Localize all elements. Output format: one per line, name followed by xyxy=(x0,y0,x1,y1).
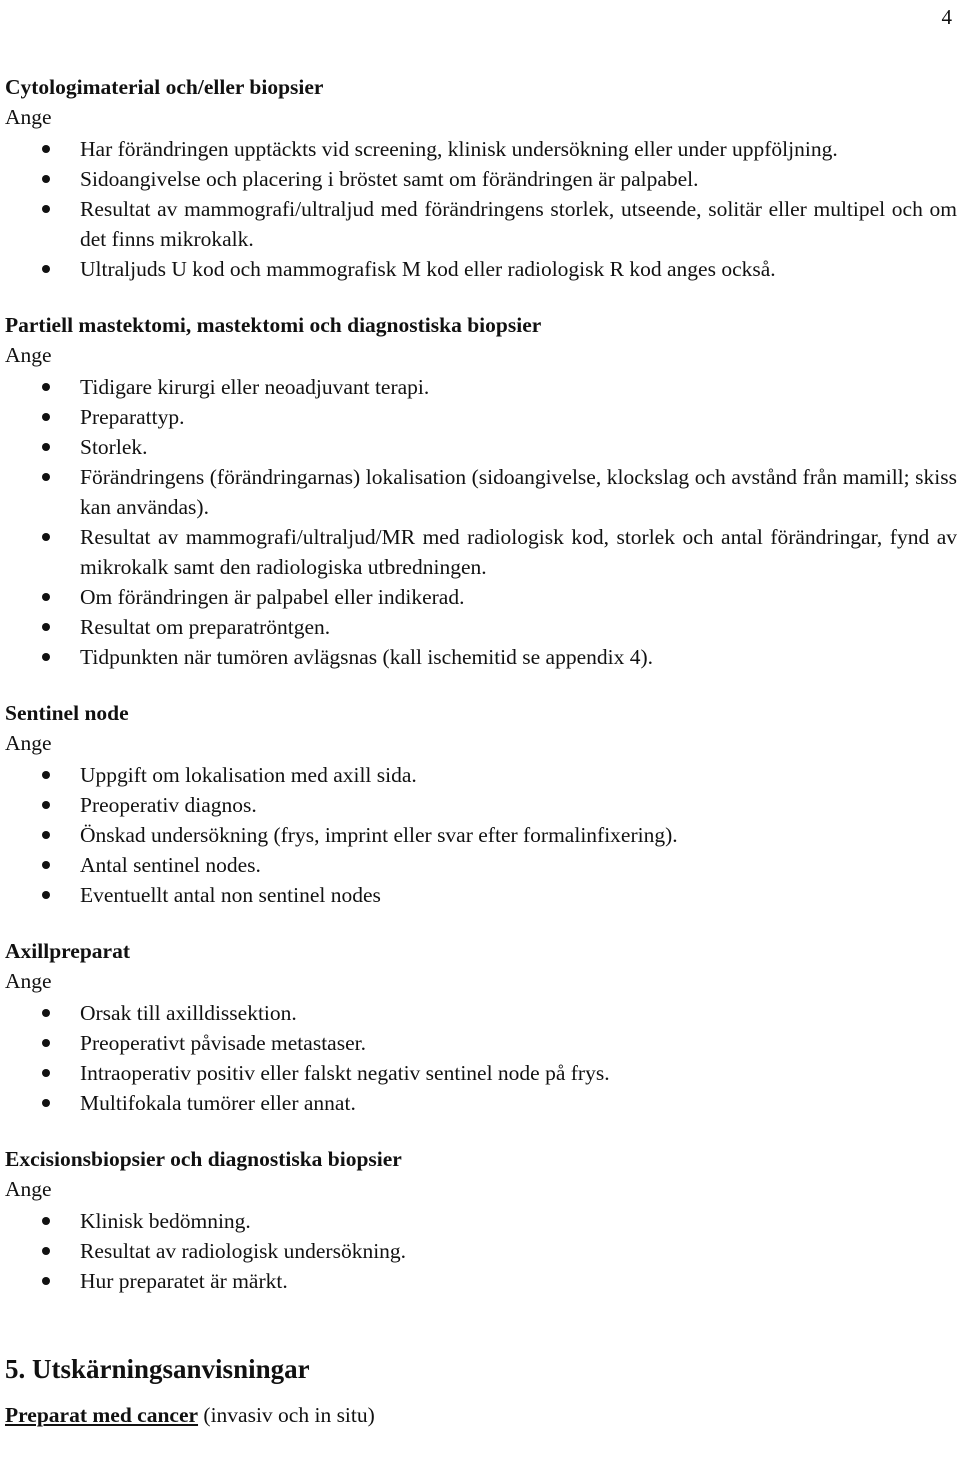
list-item: Sidoangivelse och placering i bröstet samt om förändringen är palpabel. xyxy=(5,164,957,194)
list-item: Hur preparatet är märkt. xyxy=(5,1266,957,1296)
subheading xyxy=(5,1400,957,1430)
list-item: Resultat av mammografi/ultraljud/MR med radiologisk kod, storlek och antal förändringar, fynd av mikrokalk samt den radiologiska utbredningen. xyxy=(5,522,957,582)
section-heading: Cytologimaterial och/eller biopsier xyxy=(5,75,324,99)
list-item: Önskad undersökning (frys, imprint eller svar efter formalinfixering). xyxy=(5,820,957,850)
subheading-underlined: Preparat med cancer xyxy=(5,1403,199,1427)
list-item: Klinisk bedömning. xyxy=(5,1206,957,1236)
chapter-heading: 5. Utskärningsanvisningar xyxy=(5,1354,310,1384)
bullet-list xyxy=(5,372,957,672)
section-intro: Ange xyxy=(5,969,52,993)
list-item: Preoperativt påvisade metastaser. xyxy=(5,1028,957,1058)
section-heading: Excisionsbiopsier och diagnostiska biopsier xyxy=(5,1147,402,1171)
section-intro: Ange xyxy=(5,105,52,129)
bullet-list xyxy=(5,998,957,1118)
section-heading: Partiell mastektomi, mastektomi och diagnostiska biopsier xyxy=(5,313,542,337)
list-item: Ultraljuds U kod och mammografisk M kod eller radiologisk R kod anges också. xyxy=(5,254,957,284)
list-item: Eventuellt antal non sentinel nodes xyxy=(5,880,957,910)
list-item: Om förändringen är palpabel eller indikerad. xyxy=(5,582,957,612)
section-intro: Ange xyxy=(5,1177,52,1201)
list-item: Multifokala tumörer eller annat. xyxy=(5,1088,957,1118)
list-item: Storlek. xyxy=(5,432,957,462)
list-item: Preparattyp. xyxy=(5,402,957,432)
section-intro: Ange xyxy=(5,731,52,755)
list-item: Tidigare kirurgi eller neoadjuvant terapi. xyxy=(5,372,957,402)
list-item: Intraoperativ positiv eller falskt negativ sentinel node på frys. xyxy=(5,1058,957,1088)
list-item: Resultat om preparatröntgen. xyxy=(5,612,957,642)
list-item: Har förändringen upptäckts vid screening, klinisk undersökning eller under uppföljning. xyxy=(5,134,957,164)
section-heading: Axillpreparat xyxy=(5,939,131,963)
list-item: Orsak till axilldissektion. xyxy=(5,998,957,1028)
list-item: Resultat av radiologisk undersökning. xyxy=(5,1236,957,1266)
list-item: Preoperativ diagnos. xyxy=(5,790,957,820)
section-intro: Ange xyxy=(5,343,52,367)
bullet-list xyxy=(5,1206,957,1296)
bullet-list xyxy=(5,134,957,284)
list-item: Resultat av mammografi/ultraljud med förändringens storlek, utseende, solitär eller multipel och om det finns mikrokalk. xyxy=(5,194,957,254)
section-excision xyxy=(5,1144,957,1296)
section-cytology xyxy=(5,72,957,284)
document-body xyxy=(5,72,957,1430)
section-mastectomy xyxy=(5,310,957,672)
page-number: 4 xyxy=(941,5,952,29)
list-item: Antal sentinel nodes. xyxy=(5,850,957,880)
subheading-rest: (invasiv och in situ) xyxy=(198,1403,375,1427)
section-heading: Sentinel node xyxy=(5,701,129,725)
list-item: Tidpunkten när tumören avlägsnas (kall ischemitid se appendix 4). xyxy=(5,642,957,672)
list-item: Förändringens (förändringarnas) lokalisation (sidoangivelse, klockslag och avstånd från mamill; skiss kan användas). xyxy=(5,462,957,522)
list-item: Uppgift om lokalisation med axill sida. xyxy=(5,760,957,790)
section-sentinel-node xyxy=(5,698,957,910)
bullet-list xyxy=(5,760,957,910)
section-axill xyxy=(5,936,957,1118)
